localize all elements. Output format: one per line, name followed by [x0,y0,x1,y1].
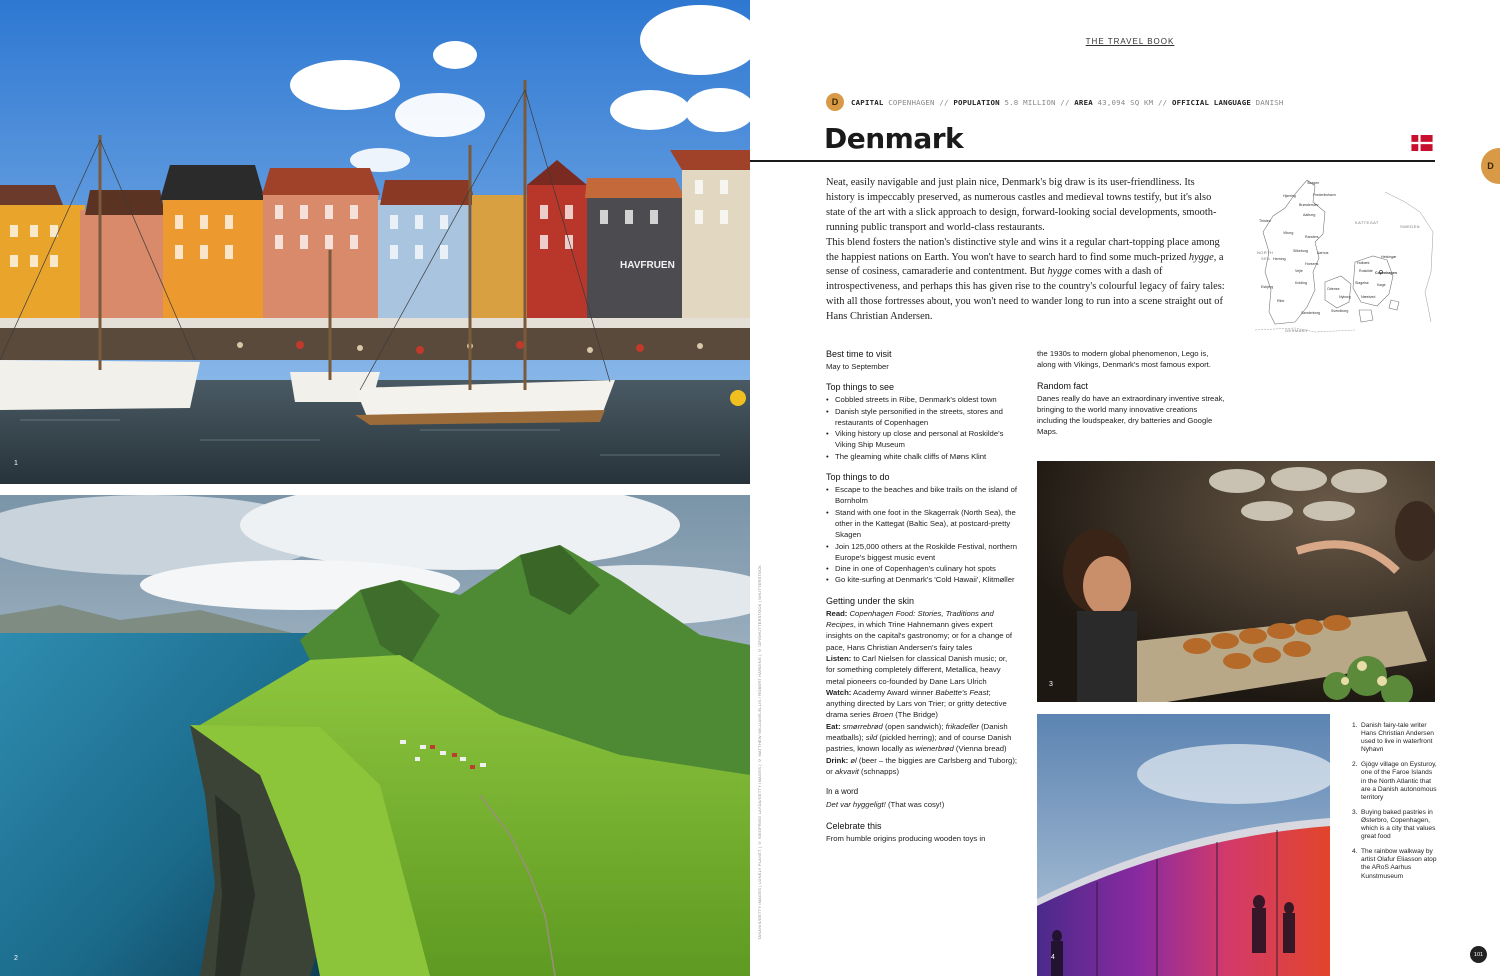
havfruen-sign: HAVFRUEN [620,260,675,271]
fact-value-area: 43,094 SQ KM [1097,98,1154,107]
best-time-text: May to September [826,362,889,371]
fact-line [851,98,1284,107]
fact-separator: // [1060,98,1070,107]
list-item: • Viking history up close and personal at Roskilde's Viking Ship Museum [826,428,1018,451]
map-town: Hjørring [1283,194,1296,198]
photo-number-4: 4 [1051,954,1055,961]
top-see-section [826,381,1018,462]
thumb-index-tab: D [1481,148,1500,184]
drink-text: (schnapps) [858,766,900,776]
listen-label: Listen: [826,653,852,663]
fact-value-language: DANISH [1255,98,1284,107]
drink-label: Drink: [826,755,849,765]
celebrate-text-continued: the 1930s to modern global phenomenon, Lego is, along with Vikings, Denmark's most famous export. [1037,349,1211,370]
caption-text: Gjógv village on Eysturoy, one of the Faroe Islands in the North Atlantic that are a Danish autonomous territory [1361,761,1437,801]
fact-separator: // [1157,98,1168,107]
denmark-map [1255,172,1435,337]
watch-text: ; anything directed by Lars von Trier; or gritty detective drama series [826,687,1007,720]
section-heading: Getting under the skin [826,595,915,606]
caption-item [1352,848,1438,880]
map-town: Thisted [1259,219,1271,223]
map-town: Horsens [1305,262,1319,266]
caption-text: The rainbow walkway by artist Olafur Eliasson atop the ARoS Aarhus Kunstmuseum [1361,848,1437,880]
caption-item [1352,761,1438,801]
in-a-word-text [826,799,1018,810]
photo-number-2: 2 [14,955,18,962]
watch-text: (The Bridge) [893,710,938,720]
list-item: • Danish style personified in the streets, stores and restaurants of Copenhagen [826,406,1018,429]
column-2 [1037,348,1229,447]
photo-nyhavn [0,0,750,484]
section-heading: Top things to do [826,472,890,483]
photo-number-1: 1 [14,460,18,467]
top-see-list [826,394,1018,462]
intro-paragraph-1: Neat, easily navigable and just plain nice, Denmark's big draw is its user-friendliness. Its history is impeccably preserved, as numerous castles and medieval towns testify, but it's also state of the art with a slick approach to design, forward-looking social developments, smooth-running public transport and world-class restaurants. [826,177,1217,233]
intro-italic-hygge: hygge [1047,266,1073,278]
photo-bakery [1037,461,1435,702]
read-entry [826,608,1018,653]
map-town: Herning [1273,257,1286,261]
map-sea-label: SEA [1261,256,1271,261]
map-town: Viborg [1283,231,1294,235]
section-heading: Best time to visit [826,349,892,359]
watch-title: Broen [872,710,894,720]
danish-phrase: Det var hyggeligt! [826,800,886,810]
watch-text: Academy Award winner [851,687,936,697]
watch-entry [826,687,1018,721]
map-town: Nyborg [1339,295,1351,299]
celebrate-section [826,820,1018,844]
map-town: Køge [1377,283,1386,287]
list-item: • The gleaming white chalk cliffs of Møns Klint [826,451,1018,462]
read-title: Copenhagen Food: Stories, Traditions and Recipes [826,608,994,630]
drink-term: akvavit [834,766,859,776]
drink-text: (beer – the biggies are Carlsberg and Tuborg); or [826,755,1018,776]
phrase-translation: (That was cosy!) [885,800,945,810]
running-head: THE TRAVEL BOOK [1085,37,1175,46]
map-country-label: SWEDEN [1400,224,1420,229]
celebrate-text: From humble origins producing wooden toys in [826,833,986,843]
watch-title: Babette's Feast [935,687,989,697]
fact-label-language: OFFICIAL LANGUAGE [1171,98,1251,107]
fact-label-population: POPULATION [953,98,1000,107]
map-town: Vejle [1295,269,1303,273]
caption-text: Buying baked pastries in Østerbro, Copenhagen, which is a city that values great food [1361,808,1436,841]
random-fact-text: Danes really do have an extraordinary inventive streak, bringing to the world many innovative creations including the loudspeaker, dry batteries and Google Maps. [1037,393,1225,437]
intro-italic-hygge: hygge [1188,251,1214,263]
letter-badge: D [826,93,844,111]
list-item: • Join 125,000 others at the Roskilde Festival, northern Europe's biggest music event [826,541,1018,564]
eat-term: frikadeller [945,721,979,731]
intro-text-span: This blend fosters the nation's distinctive style and wins it a regular chart-topping place among the happiest nations on Earth. You won't have to search hard to find some much-prized [826,236,1220,263]
caption-text: Danish fairy-tale writer Hans Christian Andersen used to live in waterfront Nyhavn [1361,722,1434,754]
map-town: Kolding [1295,281,1307,285]
fact-value-capital: COPENHAGEN [888,98,935,107]
eat-term: wienerbrød [915,744,954,754]
page-number: 101 [1470,946,1487,963]
map-town: Skagen [1307,181,1320,185]
caption-item [1352,722,1438,754]
top-do-section [826,471,1018,586]
map-sea-label: KATTEGAT [1355,220,1379,225]
intro-paragraph-2 [826,236,1226,325]
map-town: Sønderborg [1301,311,1320,315]
drink-term: øl [850,755,857,765]
map-town: Silkeborg [1293,249,1308,253]
map-town: Frederikshavn [1313,193,1336,197]
map-town: Næstved [1361,295,1376,299]
fact-label-capital: CAPITAL [851,98,884,107]
eat-text: (pickled herring); and of course Danish pastries, known locally as [826,733,1012,754]
caption-number: 4. [1352,848,1358,856]
listen-entry [826,653,1018,687]
caption-item [1352,809,1438,841]
map-town: Helsingør [1381,255,1397,259]
read-label: Read: [826,608,848,618]
map-town: Esbjerg [1261,285,1274,289]
read-text: , in which Trine Hahnemann gives expert insights on the capital's gastronomy; or for a change of pace, Hans Christian Andersen's fairy tales [826,620,1013,652]
photo-credits: TANANIS/GETTY IMAGES | LONELY PLANET | © SIEGFRIED LAYDA/GETTY IMAGES | © MATTHEW WILLIAMS-ELLIS / ROBERT HARDING | © IZF/SHUTTERSTOCK | SHUTTERSTOCK [757,564,762,940]
celebrate-continued [1037,348,1229,371]
map-town: Aalborg [1303,213,1316,217]
denmark-flag-icon [1410,135,1434,151]
intro-text [826,176,1226,325]
eat-text: (Vienna bread) [953,744,1007,754]
watch-label: Watch: [826,687,852,697]
list-item: • Cobbled streets in Ribe, Denmark's oldest town [826,394,1018,405]
intro-text-span: , a sense of cosiness, camaraderie and contentment. But [826,251,1224,278]
eat-term: smørrebrød [842,721,883,731]
photo-faroe-islands [0,495,750,976]
list-item: • Stand with one foot in the Skagerrak (North Sea), the other in the Kattegat (Baltic Sea), at postcard-pretty Skagen [826,507,1018,541]
list-item: • Go kite-surfing at Denmark's 'Cold Hawaii', Klitmøller [826,574,1018,585]
caption-number: 1. [1352,722,1358,729]
eat-entry [826,721,1018,755]
fact-label-area: AREA [1074,98,1093,107]
map-town: Odense [1327,287,1340,291]
under-skin-section [826,595,1018,777]
random-fact-section [1037,380,1229,438]
eat-term: sild [865,733,878,743]
caption-number: 3. [1352,808,1358,816]
fact-value-population: 5.8 MILLION [1004,98,1056,107]
map-town: Holbæk [1357,261,1370,265]
map-town: Randers [1305,235,1319,239]
map-town: Brønderslev [1299,203,1319,207]
eat-text: (Danish meatballs); [826,721,1008,743]
in-a-word-section [826,786,1018,810]
photo-captions [1352,722,1438,888]
map-town-capital: Copenhagen [1375,271,1397,275]
map-town: Svendborg [1331,309,1349,313]
list-item: • Dine in one of Copenhagen's culinary hot spots [826,563,1018,574]
map-sea-label: NORTH [1257,250,1274,255]
listen-text: to Carl Nielsen for classical Danish music; or, for something completely different, Metallica, heavy metal pioneers co-founded by Dane Lars Ulrich [826,653,1008,686]
map-town: Roskilde [1359,269,1373,273]
country-title: Denmark [824,122,964,155]
photo-number-3: 3 [1049,681,1053,688]
eat-label: Eat: [826,721,841,731]
section-heading: Celebrate this [826,820,882,831]
map-town: Slagelse [1355,281,1369,285]
photo-rainbow-walkway [1037,714,1330,976]
list-item: • Escape to the beaches and bike trails on the island of Bornholm [826,484,1018,507]
fact-separator: // [939,98,949,107]
section-heading: In a word [826,787,859,797]
caption-number: 2. [1352,761,1358,769]
drink-entry [826,755,1018,778]
eat-text: (open sandwich); [882,721,946,731]
column-1 [826,348,1018,853]
section-heading: Random fact [1037,380,1089,391]
title-rule [750,160,1435,162]
map-town: Aarhus [1317,251,1329,255]
intro-text-span: comes with a dash of introspectiveness, and perhaps this has given rise to the country's colourful legacy of fairy tales: with all those fortresses about, you won't need to wander long to run into a scene straight out of Hans Christian Andersen. [826,266,1225,323]
best-time-section [826,348,1018,372]
section-heading: Top things to see [826,382,895,393]
map-country-label: GERMANY [1285,328,1309,333]
map-town: Ribe [1277,299,1285,303]
top-do-list [826,484,1018,586]
